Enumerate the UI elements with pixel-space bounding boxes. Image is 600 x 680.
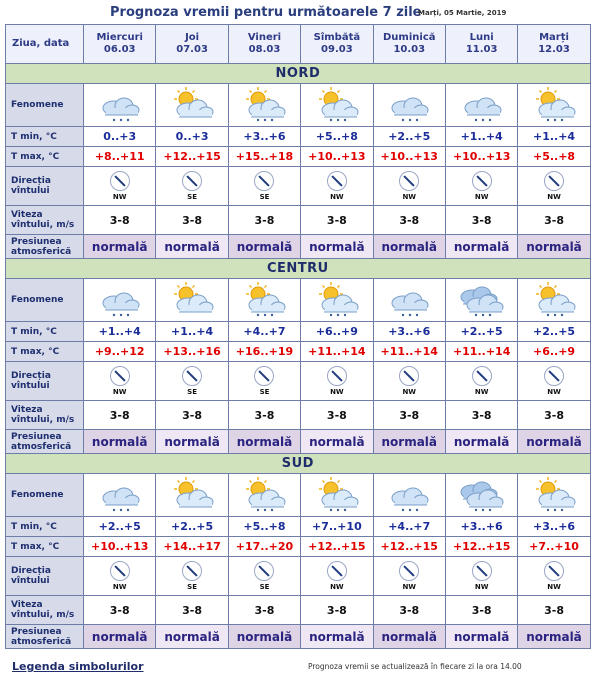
wind-speed-cell: 3-8: [518, 401, 590, 430]
day-date: 11.03: [465, 44, 498, 55]
label-line: atmosferică: [11, 246, 72, 257]
tmax-cell: +14..+17: [156, 537, 228, 557]
pressure-cell: normală: [301, 235, 373, 259]
wind-speed-cell: 3-8: [156, 596, 228, 625]
wind-direction-cell: [518, 167, 590, 206]
tmin-cell: +2..+5: [84, 517, 156, 537]
wind-arrow-icon: [544, 561, 564, 581]
wind-arrow-icon: [544, 366, 564, 386]
wind-arrow-icon: [472, 366, 492, 386]
wind-arrow-icon: [182, 171, 202, 191]
wind-speed-cell: 3-8: [228, 401, 300, 430]
wind-direction-cell: [156, 167, 228, 206]
wind-arrow-icon: [327, 561, 347, 581]
wind-direction-label: NW: [402, 388, 417, 396]
day-header: [228, 25, 300, 64]
pressure-cell: normală: [301, 625, 373, 649]
wind-arrow-icon: [327, 171, 347, 191]
wind-direction-cell: [228, 167, 300, 206]
wind-direction-label: SE: [187, 193, 197, 201]
tmin-cell: +3..+6: [445, 517, 517, 537]
tmax-cell: +7..+10: [518, 537, 590, 557]
sun-cloud-snow-icon: [229, 476, 300, 514]
weather-icon-cell: [228, 84, 300, 127]
pressure-cell: normală: [84, 430, 156, 454]
double-cloud-snow-icon: [446, 476, 517, 514]
pressure-cell: normală: [156, 235, 228, 259]
tmax-cell: +12..+15: [373, 537, 445, 557]
day-date: 09.03: [321, 44, 353, 55]
pressure-row: [6, 625, 591, 649]
wind-speed-cell: 3-8: [445, 401, 517, 430]
wind-direction-label: NW: [330, 583, 344, 591]
tmax-cell: +17..+20: [228, 537, 300, 557]
region-name: SUD: [6, 454, 591, 474]
wind-speed-cell: 3-8: [228, 596, 300, 625]
tmin-cell: +1..+4: [84, 322, 156, 342]
day-date: 07.03: [176, 44, 208, 55]
tmin-cell: +1..+4: [445, 127, 517, 147]
weather-icon-cell: [84, 84, 156, 127]
cloud-snow-icon: [84, 281, 155, 319]
day-header: [84, 25, 156, 64]
wind-arrow-icon: [399, 366, 419, 386]
tmax-cell: +11..+14: [301, 342, 373, 362]
pressure-cell: normală: [373, 625, 445, 649]
weather-icon-cell: [301, 84, 373, 127]
weather-icon-cell: [156, 474, 228, 517]
row-label-pressure: [6, 235, 84, 259]
wind-direction-label: NW: [402, 583, 417, 591]
weather-icon-cell: [445, 84, 517, 127]
wind-direction-label: SE: [259, 583, 270, 591]
wind-direction-cell: [445, 362, 517, 401]
sun-cloud-icon: [156, 86, 227, 124]
label-line: Presiunea: [11, 236, 62, 247]
tmin-cell: +1..+4: [518, 127, 590, 147]
tmin-cell: 0..+3: [84, 127, 156, 147]
label-line: atmosferică: [11, 441, 72, 452]
tmin-row: [6, 517, 591, 537]
row-label-speed: [6, 206, 84, 235]
row-label-direction: [6, 167, 84, 206]
weather-icon-cell: [445, 279, 517, 322]
header-row: [6, 25, 591, 64]
wind-direction-cell: [156, 557, 228, 596]
day-header: [301, 25, 373, 64]
cloud-snow-icon: [374, 281, 445, 319]
sun-cloud-icon: [156, 476, 227, 514]
region-row: [6, 259, 591, 279]
wind-arrow-icon: [110, 366, 130, 386]
tmax-cell: +11..+14: [445, 342, 517, 362]
tmin-cell: +3..+6: [518, 517, 590, 537]
wind-direction-label: NW: [330, 193, 344, 201]
tmin-cell: +3..+6: [228, 127, 300, 147]
wind-direction-row: [6, 557, 591, 596]
wind-direction-cell: [373, 167, 445, 206]
wind-direction-cell: [445, 557, 517, 596]
row-label-tmin: T min, °C: [6, 127, 84, 147]
day-header: [445, 25, 517, 64]
fenomene-row: [6, 279, 591, 322]
label-line: Viteza: [11, 210, 43, 220]
tmax-row: [6, 147, 591, 167]
wind-speed-cell: 3-8: [445, 596, 517, 625]
weather-icon-cell: [156, 84, 228, 127]
wind-speed-cell: 3-8: [84, 596, 156, 625]
wind-speed-cell: 3-8: [156, 401, 228, 430]
pressure-cell: normală: [373, 235, 445, 259]
tmin-cell: +2..+5: [373, 127, 445, 147]
wind-speed-cell: 3-8: [518, 206, 590, 235]
wind-speed-row: [6, 401, 591, 430]
tmin-row: [6, 127, 591, 147]
pressure-cell: normală: [445, 235, 517, 259]
label-line: Presiunea: [11, 431, 62, 442]
row-label-direction: [6, 362, 84, 401]
tmin-cell: +2..+5: [156, 517, 228, 537]
pressure-cell: normală: [518, 430, 590, 454]
weather-icon-cell: [84, 279, 156, 322]
region-row: [6, 64, 591, 84]
wind-speed-cell: 3-8: [373, 206, 445, 235]
date-stamp: Marți, 05 Martie, 2019: [418, 9, 507, 17]
label-line: atmosferică: [11, 636, 72, 647]
day-name: Duminică: [383, 32, 436, 43]
row-label-tmax: T max, °C: [6, 537, 84, 557]
weather-icon-cell: [156, 279, 228, 322]
wind-direction-cell: [301, 362, 373, 401]
tmax-cell: +10..+13: [301, 147, 373, 167]
wind-direction-label: NW: [474, 583, 489, 591]
wind-arrow-icon: [472, 561, 492, 581]
wind-arrow-icon: [544, 171, 564, 191]
pressure-cell: normală: [156, 625, 228, 649]
pressure-cell: normală: [445, 625, 517, 649]
weather-icon-cell: [373, 474, 445, 517]
cloud-snow-icon: [84, 476, 155, 514]
region-row: [6, 454, 591, 474]
weather-icon-cell: [228, 474, 300, 517]
tmin-row: [6, 322, 591, 342]
day-name: Marți: [539, 32, 569, 43]
pressure-cell: normală: [228, 625, 300, 649]
row-label-pressure: [6, 625, 84, 649]
wind-arrow-icon: [182, 561, 202, 581]
wind-direction-label: NW: [474, 388, 489, 396]
row-label-fenomene: Fenomene: [6, 474, 84, 517]
tmin-cell: 0..+3: [156, 127, 228, 147]
fenomene-row: [6, 474, 591, 517]
sun-cloud-snow-icon: [301, 476, 372, 514]
pressure-cell: normală: [518, 235, 590, 259]
row-label-fenomene: Fenomene: [6, 279, 84, 322]
wind-speed-cell: 3-8: [373, 401, 445, 430]
tmax-cell: +6..+9: [518, 342, 590, 362]
tmax-row: [6, 537, 591, 557]
day-name: Joi: [185, 32, 200, 43]
region-name: CENTRU: [6, 259, 591, 279]
wind-direction-cell: [84, 557, 156, 596]
day-date: 08.03: [248, 44, 281, 55]
cloud-snow-icon: [374, 476, 445, 514]
weather-icon-cell: [373, 84, 445, 127]
tmin-cell: +5..+8: [228, 517, 300, 537]
pressure-row: [6, 430, 591, 454]
wind-direction-label: NW: [112, 388, 127, 396]
pressure-cell: normală: [84, 235, 156, 259]
legend-link[interactable]: Legenda simbolurilor: [12, 660, 144, 673]
wind-direction-cell: [228, 362, 300, 401]
day-header: [373, 25, 445, 64]
wind-arrow-icon: [472, 171, 492, 191]
weather-icon-cell: [301, 474, 373, 517]
region-name: NORD: [6, 64, 591, 84]
weather-icon-cell: [84, 474, 156, 517]
tmax-cell: +12..+15: [301, 537, 373, 557]
tmax-cell: +10..+13: [84, 537, 156, 557]
wind-speed-cell: 3-8: [301, 206, 373, 235]
sun-cloud-snow-icon: [301, 86, 372, 124]
day-header: [156, 25, 228, 64]
wind-direction-label: NW: [112, 583, 127, 591]
tmax-cell: +10..+13: [373, 147, 445, 167]
wind-direction-cell: [301, 167, 373, 206]
pressure-cell: normală: [156, 430, 228, 454]
tmax-row: [6, 342, 591, 362]
wind-direction-label: NW: [474, 193, 489, 201]
wind-direction-label: SE: [187, 583, 197, 591]
tmin-cell: +3..+6: [373, 322, 445, 342]
wind-direction-cell: [84, 362, 156, 401]
sun-cloud-snow-icon: [301, 281, 372, 319]
label-line: Direcția: [11, 371, 51, 381]
pressure-cell: normală: [518, 625, 590, 649]
day-date: 12.03: [538, 44, 570, 55]
label-line: Viteza: [11, 600, 43, 610]
tmax-cell: +12..+15: [156, 147, 228, 167]
wind-speed-cell: 3-8: [445, 206, 517, 235]
wind-direction-label: SE: [187, 388, 197, 396]
pressure-cell: normală: [228, 235, 300, 259]
tmin-cell: +2..+5: [445, 322, 517, 342]
row-label-pressure: [6, 430, 84, 454]
tmin-cell: +6..+9: [301, 322, 373, 342]
day-date: 06.03: [103, 44, 136, 55]
tmax-cell: +5..+8: [518, 147, 590, 167]
wind-arrow-icon: [110, 171, 130, 191]
row-label-tmin: T min, °C: [6, 322, 84, 342]
tmin-cell: +5..+8: [301, 127, 373, 147]
sun-cloud-snow-icon: [518, 281, 589, 319]
fenomene-row: [6, 84, 591, 127]
label-line: Viteza: [11, 405, 43, 415]
tmin-cell: +2..+5: [518, 322, 590, 342]
sun-cloud-snow-icon: [229, 86, 300, 124]
wind-direction-cell: [301, 557, 373, 596]
pressure-cell: normală: [84, 625, 156, 649]
tmax-cell: +11..+14: [373, 342, 445, 362]
wind-speed-cell: 3-8: [228, 206, 300, 235]
wind-direction-cell: [518, 362, 590, 401]
row-label-speed: [6, 596, 84, 625]
label-line: Presiunea: [11, 626, 62, 637]
cloud-snow-icon: [446, 86, 517, 124]
weather-icon-cell: [518, 474, 590, 517]
row-label-direction: [6, 557, 84, 596]
wind-arrow-icon: [254, 561, 274, 581]
day-name: Vineri: [247, 32, 282, 43]
day-date-header: Ziua, data: [6, 25, 84, 64]
tmin-cell: +4..+7: [373, 517, 445, 537]
wind-speed-row: [6, 206, 591, 235]
day-name: Luni: [469, 32, 494, 43]
wind-direction-cell: [228, 557, 300, 596]
tmax-cell: +9..+12: [84, 342, 156, 362]
wind-speed-cell: 3-8: [301, 596, 373, 625]
wind-direction-label: NW: [402, 193, 417, 201]
tmax-cell: +16..+19: [228, 342, 300, 362]
wind-arrow-icon: [327, 366, 347, 386]
page-title: Prognoza vremii pentru următoarele 7 zile: [110, 5, 422, 20]
weather-icon-cell: [301, 279, 373, 322]
wind-direction-label: NW: [330, 388, 344, 396]
wind-arrow-icon: [254, 366, 274, 386]
wind-direction-row: [6, 167, 591, 206]
wind-direction-cell: [156, 362, 228, 401]
label-line: vîntului: [11, 576, 50, 586]
double-cloud-snow-icon: [446, 281, 517, 319]
pressure-cell: normală: [228, 430, 300, 454]
tmax-cell: +13..+16: [156, 342, 228, 362]
cloud-snow-icon: [374, 86, 445, 124]
pressure-cell: normală: [301, 430, 373, 454]
wind-speed-cell: 3-8: [156, 206, 228, 235]
wind-direction-row: [6, 362, 591, 401]
label-line: vîntului: [11, 186, 50, 196]
wind-direction-cell: [518, 557, 590, 596]
label-line: vîntului, m/s: [11, 415, 75, 425]
wind-direction-cell: [373, 557, 445, 596]
forecast-table: [5, 24, 591, 649]
tmax-cell: +10..+13: [445, 147, 517, 167]
weather-icon-cell: [518, 84, 590, 127]
label-line: Direcția: [11, 176, 51, 186]
row-label-tmax: T max, °C: [6, 342, 84, 362]
pressure-cell: normală: [445, 430, 517, 454]
weather-icon-cell: [373, 279, 445, 322]
pressure-cell: normală: [373, 430, 445, 454]
day-date: 10.03: [393, 44, 426, 55]
weather-icon-cell: [518, 279, 590, 322]
sun-cloud-icon: [156, 281, 227, 319]
wind-arrow-icon: [399, 561, 419, 581]
wind-speed-cell: 3-8: [301, 401, 373, 430]
sun-cloud-snow-icon: [229, 281, 300, 319]
sun-cloud-snow-icon: [518, 476, 589, 514]
cloud-snow-icon: [84, 86, 155, 124]
weather-icon-cell: [228, 279, 300, 322]
row-label-fenomene: Fenomene: [6, 84, 84, 127]
day-header: [518, 25, 590, 64]
tmax-cell: +8..+11: [84, 147, 156, 167]
update-note: Prognoza vremii se actualizează în fiecare zi la ora 14.00: [308, 662, 522, 671]
row-label-speed: [6, 401, 84, 430]
wind-direction-label: NW: [547, 388, 561, 396]
label-line: Direcția: [11, 566, 51, 576]
row-label-tmin: T min, °C: [6, 517, 84, 537]
tmax-cell: +15..+18: [228, 147, 300, 167]
pressure-row: [6, 235, 591, 259]
wind-direction-cell: [445, 167, 517, 206]
wind-speed-cell: 3-8: [84, 401, 156, 430]
label-line: vîntului: [11, 381, 50, 391]
label-line: vîntului, m/s: [11, 610, 75, 620]
label-line: vîntului, m/s: [11, 220, 75, 230]
wind-direction-label: SE: [259, 193, 270, 201]
wind-speed-row: [6, 596, 591, 625]
wind-arrow-icon: [182, 366, 202, 386]
sun-cloud-snow-icon: [518, 86, 589, 124]
wind-direction-label: NW: [547, 583, 561, 591]
day-name: Sîmbătă: [313, 32, 361, 43]
tmin-cell: +1..+4: [156, 322, 228, 342]
wind-direction-label: NW: [112, 193, 127, 201]
wind-direction-cell: [84, 167, 156, 206]
wind-direction-label: NW: [547, 193, 561, 201]
wind-speed-cell: 3-8: [373, 596, 445, 625]
wind-speed-cell: 3-8: [518, 596, 590, 625]
tmax-cell: +12..+15: [445, 537, 517, 557]
weather-icon-cell: [445, 474, 517, 517]
wind-arrow-icon: [110, 561, 130, 581]
day-name: Miercuri: [96, 32, 143, 43]
wind-direction-label: SE: [259, 388, 270, 396]
tmin-cell: +7..+10: [301, 517, 373, 537]
wind-speed-cell: 3-8: [84, 206, 156, 235]
wind-direction-cell: [373, 362, 445, 401]
wind-arrow-icon: [254, 171, 274, 191]
tmin-cell: +4..+7: [228, 322, 300, 342]
row-label-tmax: T max, °C: [6, 147, 84, 167]
wind-arrow-icon: [399, 171, 419, 191]
